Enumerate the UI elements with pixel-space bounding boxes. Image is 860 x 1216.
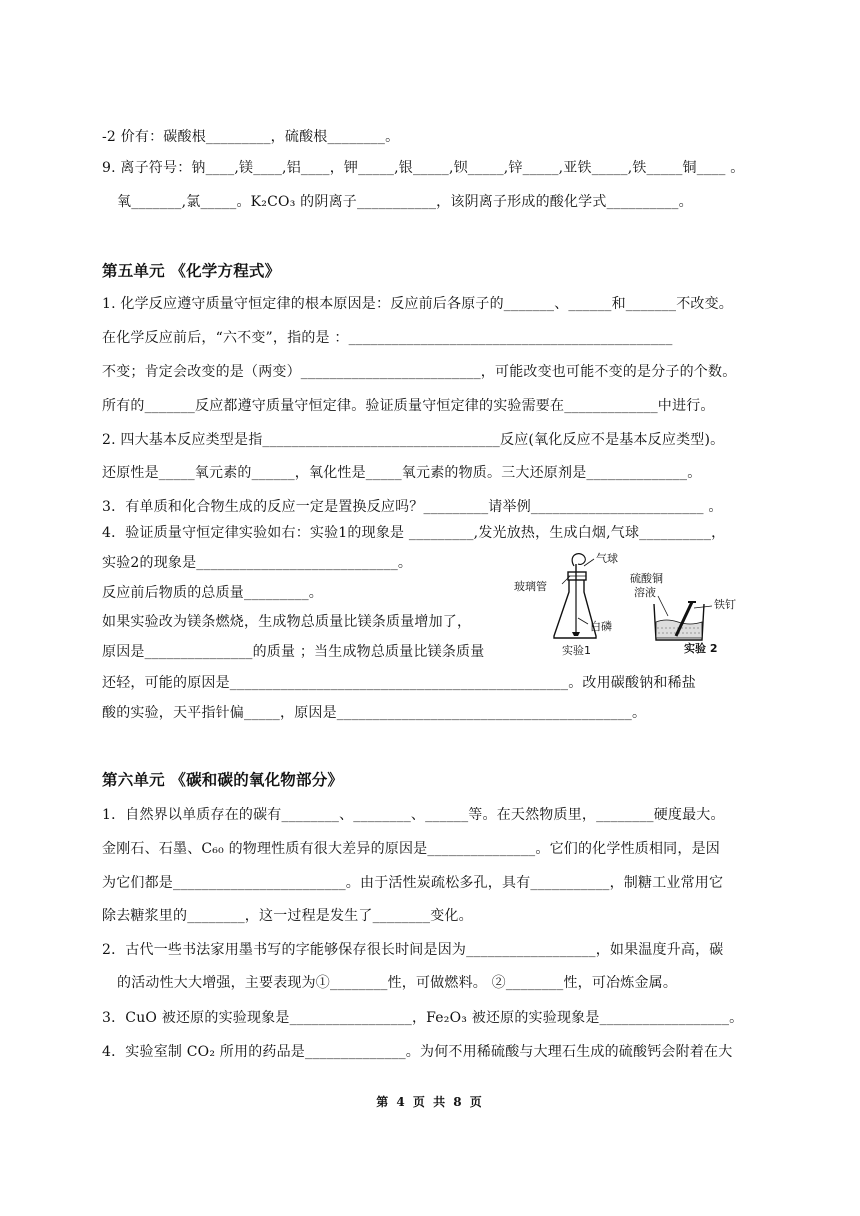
- text-line: 还轻，可能的原因是_______________________________________________。改用碳酸钠和稀盐: [102, 675, 696, 691]
- text-line: 还原性是_____氧元素的______，氧化性是_____氧元素的物质。三大还原剂是______________。: [102, 465, 702, 481]
- text-line: 酸的实验，天平指针偏_____，原因是_________________________________________。: [102, 705, 647, 721]
- text-line: 1．自然界以单质存在的碳有________、________、______等。在天然物质里，________硬度最大。: [102, 807, 725, 823]
- unit6-heading: 第六单元 《碳和碳的氧化物部分》: [102, 771, 344, 789]
- text-line: 实验2的现象是____________________________。: [102, 555, 413, 571]
- experiment-figure: [508, 546, 758, 664]
- text-line: 原因是_______________的质量 ；当生成物总质量比镁条质量: [102, 644, 485, 660]
- text-line: 1. 化学反应遵守质量守恒定律的根本原因是：反应前后各原子的_______、______和_______不改变。: [102, 296, 734, 312]
- label-glass-tube: 玻璃管: [514, 580, 547, 593]
- label-solution: 溶液: [634, 586, 656, 599]
- text-line-ion-symbols: 9. 离子符号：钠____,镁____,铝____，钾_____,银_____,钡_____,锌_____,亚铁_____,铁_____铜____ 。: [102, 160, 745, 176]
- label-iron-nail: 铁钉: [714, 598, 736, 611]
- text-line-valence: -2 价有：碳酸根_________，硫酸根________。: [102, 129, 400, 145]
- text-line: 3．有单质和化合物生成的反应一定是置换反应吗？_________请举例________________________ 。: [102, 499, 723, 515]
- experiment2-apparatus: [654, 596, 712, 640]
- caption-experiment2: 实验 2: [684, 642, 718, 655]
- label-copper-sulfate: 硫酸铜: [630, 572, 663, 585]
- text-line: 的活动性大大增强，主要表现为①________性，可做燃料。 ②________性，可冶炼金属。: [117, 975, 678, 991]
- text-line: 4．验证质量守恒定律实验如右：实验1的现象是 _________,发光放热，生成白烟,气球__________，: [102, 525, 726, 541]
- text-line: 在化学反应前后，“六不变”，指的是 ：_____________________________________________: [102, 330, 673, 346]
- text-line: 4．实验室制 CO₂ 所用的药品是______________。为何不用稀硫酸与大理石生成的硫酸钙会附着在大: [102, 1044, 733, 1060]
- text-line: 3．CuO 被还原的实验现象是_________________，Fe₂O₃ 被还原的实验现象是__________________。: [102, 1010, 744, 1026]
- label-white-phosphorus: 白磷: [590, 620, 612, 633]
- text-line: 为它们都是________________________。由于活性炭疏松多孔，具有___________，制糖工业常用它: [102, 875, 724, 891]
- text-line: 金刚石、石墨、C₆₀ 的物理性质有很大差异的原因是_______________。它们的化学性质相同，是因: [102, 841, 720, 857]
- text-line: 反应前后物质的总质量_________。: [102, 585, 323, 601]
- text-line: 所有的_______反应都遵守质量守恒定律。验证质量守恒定律的实验需要在_____________中进行。: [102, 398, 715, 414]
- text-line-ion-symbols-cont: 氧_______,氯_____。K₂CO₃ 的阴离子___________，该阴离子形成的酸化学式__________。: [117, 194, 693, 210]
- page-footer: 第 4 页 共 8 页: [376, 1095, 484, 1109]
- caption-experiment1: 实验1: [562, 644, 591, 657]
- unit5-heading: 第五单元 《化学方程式》: [102, 262, 281, 280]
- text-line: 2．古代一些书法家用墨书写的字能够保存很长时间是因为__________________，如果温度升高，碳: [102, 942, 724, 958]
- text-line: 2. 四大基本反应类型是指_________________________________反应(氧化反应不是基本反应类型)。: [102, 432, 725, 448]
- text-line: 除去糖浆里的________，这一过程是发生了________变化。: [102, 908, 473, 924]
- text-line: 不变；肯定会改变的是（两变）_________________________，可能改变也可能不变的是分子的个数。: [102, 364, 737, 380]
- text-line: 如果实验改为镁条燃烧，生成物总质量比镁条质量增加了，: [102, 614, 472, 630]
- label-balloon: 气球: [596, 552, 618, 565]
